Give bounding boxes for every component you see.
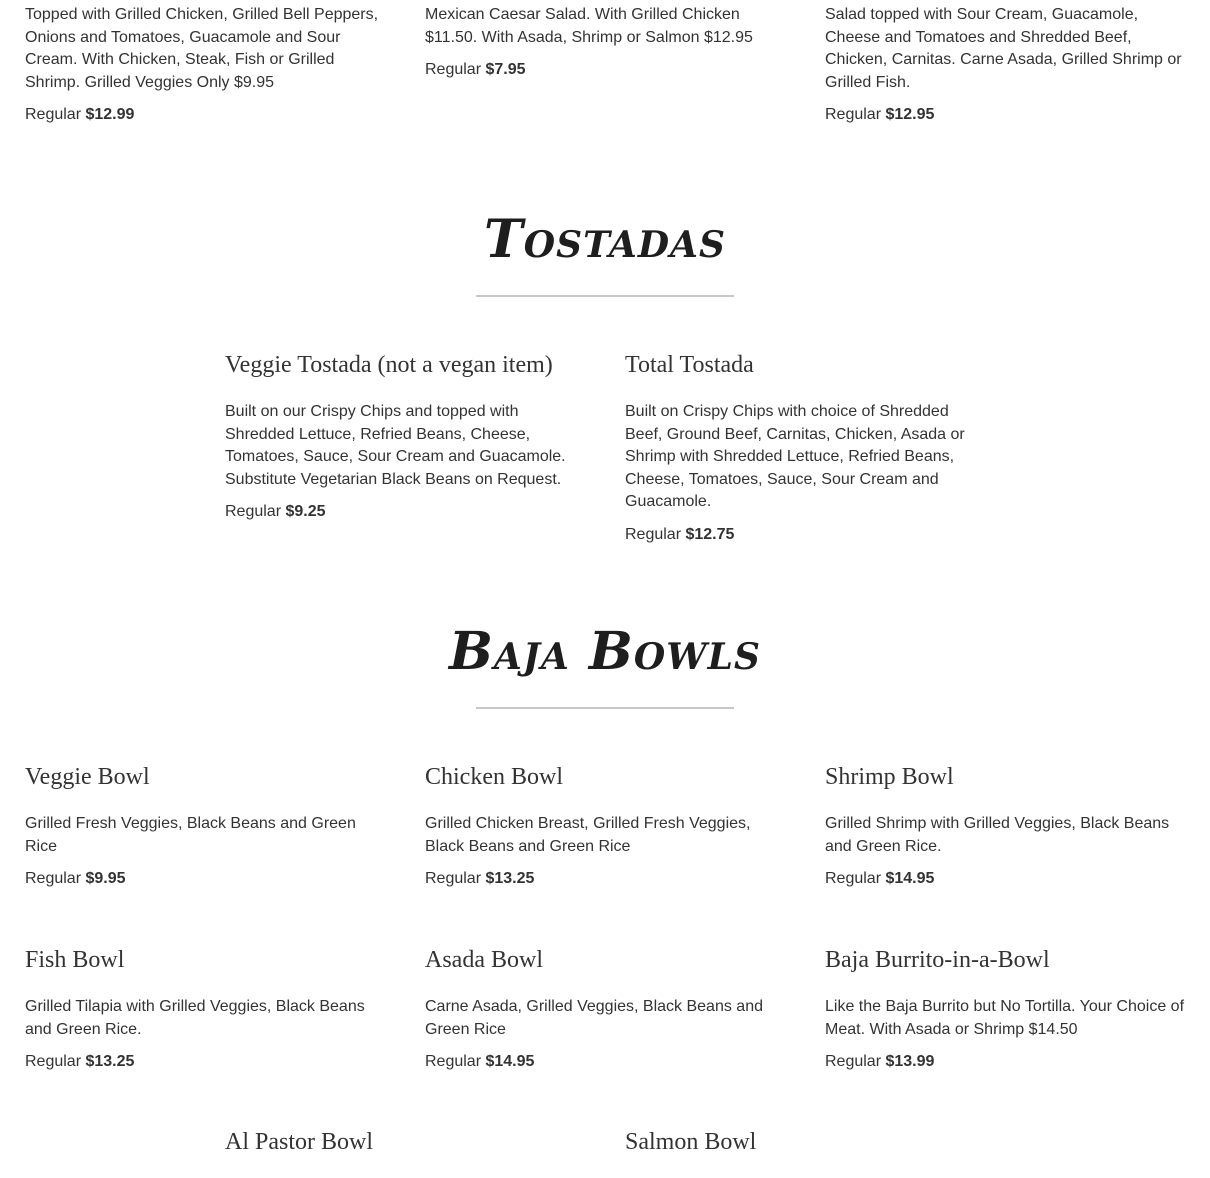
item-description: Grilled Chicken Breast, Grilled Fresh Veggies, Black Beans and Green Rice bbox=[425, 815, 751, 855]
item-price bbox=[425, 1051, 785, 1073]
item-name: Veggie Tostada (not a vegan item) bbox=[225, 352, 553, 378]
price-amount: $13.25 bbox=[85, 1053, 135, 1070]
price-label: Regular bbox=[425, 1053, 482, 1070]
menu-item bbox=[425, 763, 785, 890]
item-name: Baja Burrito-in-a-Bowl bbox=[825, 947, 1050, 973]
price-amount: $12.75 bbox=[685, 525, 735, 543]
price-label: Regular bbox=[425, 870, 482, 887]
menu-item bbox=[25, 763, 385, 890]
menu-item bbox=[225, 351, 585, 523]
price-amount: $13.25 bbox=[485, 870, 535, 887]
item-price bbox=[825, 104, 1185, 126]
price-amount: $14.95 bbox=[485, 1053, 535, 1070]
price-amount: $9.25 bbox=[285, 503, 326, 520]
item-price bbox=[425, 868, 785, 890]
price-amount: $13.99 bbox=[885, 1053, 935, 1070]
item-description: Topped with Grilled Chicken, Grilled Bell Peppers, Onions and Tomatoes, Guacamole and Sour Cream. With Chicken, Steak, Fish or Grilled Shrimp. Grilled Veggies Only $9.95 bbox=[25, 6, 379, 91]
price-label: Regular bbox=[825, 106, 882, 123]
item-description: Salad topped with Sour Cream, Guacamole, Cheese and Tomatoes and Shredded Beef, Chicken, Carnitas. Carne Asada, Grilled Shrimp or Grilled Fish. bbox=[825, 6, 1182, 91]
item-name: Shrimp Bowl bbox=[825, 764, 954, 790]
item-name: Veggie Bowl bbox=[25, 764, 150, 790]
item-price bbox=[25, 1051, 385, 1073]
item-price bbox=[425, 59, 785, 81]
menu-item bbox=[825, 763, 1185, 890]
item-name: Chicken Bowl bbox=[425, 764, 563, 790]
item-name: Salmon Bowl bbox=[625, 1129, 757, 1155]
item-name: Asada Bowl bbox=[425, 947, 543, 973]
price-label: Regular bbox=[225, 503, 282, 520]
item-description: Grilled Shrimp with Grilled Veggies, Black Beans and Green Rice. bbox=[825, 815, 1170, 855]
price-label: Regular bbox=[25, 1053, 82, 1070]
item-name: Fish Bowl bbox=[25, 947, 125, 973]
section-title-baja-bowls: Baja Bowls bbox=[448, 621, 761, 682]
item-price bbox=[25, 104, 385, 126]
item-description: Built on our Crispy Chips and topped with Shredded Lettuce, Refried Beans, Cheese, Tomatoes, Sauce, Sour Cream and Guacamole. Substitute Vegetarian Black Beans on Request. bbox=[225, 403, 566, 488]
menu-item bbox=[25, 4, 385, 126]
item-description: Mexican Caesar Salad. With Grilled Chicken $11.50. With Asada, Shrimp or Salmon $12.95 bbox=[425, 6, 753, 46]
price-amount: $12.95 bbox=[885, 106, 935, 123]
menu-item bbox=[425, 946, 785, 1073]
price-amount: $14.95 bbox=[885, 870, 935, 887]
item-name: Al Pastor Bowl bbox=[225, 1129, 374, 1155]
item-description: Like the Baja Burrito but No Tortilla. Your Choice of Meat. With Asada or Shrimp $14.50 bbox=[825, 998, 1185, 1038]
item-name: Total Tostada bbox=[625, 352, 754, 378]
menu-item bbox=[825, 946, 1185, 1073]
price-label: Regular bbox=[825, 1053, 882, 1070]
menu-item bbox=[625, 351, 985, 546]
menu-item bbox=[625, 1128, 985, 1178]
price-amount: $12.99 bbox=[85, 106, 135, 123]
price-label: Regular bbox=[425, 61, 482, 78]
item-description: Grilled Fresh Veggies, Black Beans and Green Rice bbox=[25, 815, 356, 855]
item-description: Grilled Tilapia with Grilled Veggies, Black Beans and Green Rice. bbox=[25, 998, 365, 1038]
menu-item bbox=[825, 4, 1185, 126]
price-label: Regular bbox=[25, 106, 82, 123]
menu-item bbox=[425, 4, 785, 81]
price-label: Regular bbox=[625, 525, 682, 543]
item-price bbox=[625, 524, 985, 546]
item-description: Built on Crispy Chips with choice of Shredded Beef, Ground Beef, Carnitas, Chicken, Asada or Shrimp with Shredded Lettuce, Refried Beans, Cheese, Tomatoes, Sauce, Sour Cream and Guacamole. bbox=[625, 403, 965, 510]
item-price bbox=[825, 1051, 1185, 1073]
price-amount: $9.95 bbox=[85, 870, 126, 887]
item-price bbox=[225, 501, 585, 523]
section-divider bbox=[476, 295, 734, 297]
section-title-tostadas: Tostadas bbox=[484, 209, 726, 270]
menu-item bbox=[25, 946, 385, 1073]
price-amount: $7.95 bbox=[485, 61, 526, 78]
item-price bbox=[25, 868, 385, 890]
menu-item bbox=[225, 1128, 585, 1178]
item-price bbox=[825, 868, 1185, 890]
section-divider bbox=[476, 707, 734, 709]
price-label: Regular bbox=[25, 870, 82, 887]
item-description: Carne Asada, Grilled Veggies, Black Beans and Green Rice bbox=[425, 998, 763, 1038]
price-label: Regular bbox=[825, 870, 882, 887]
